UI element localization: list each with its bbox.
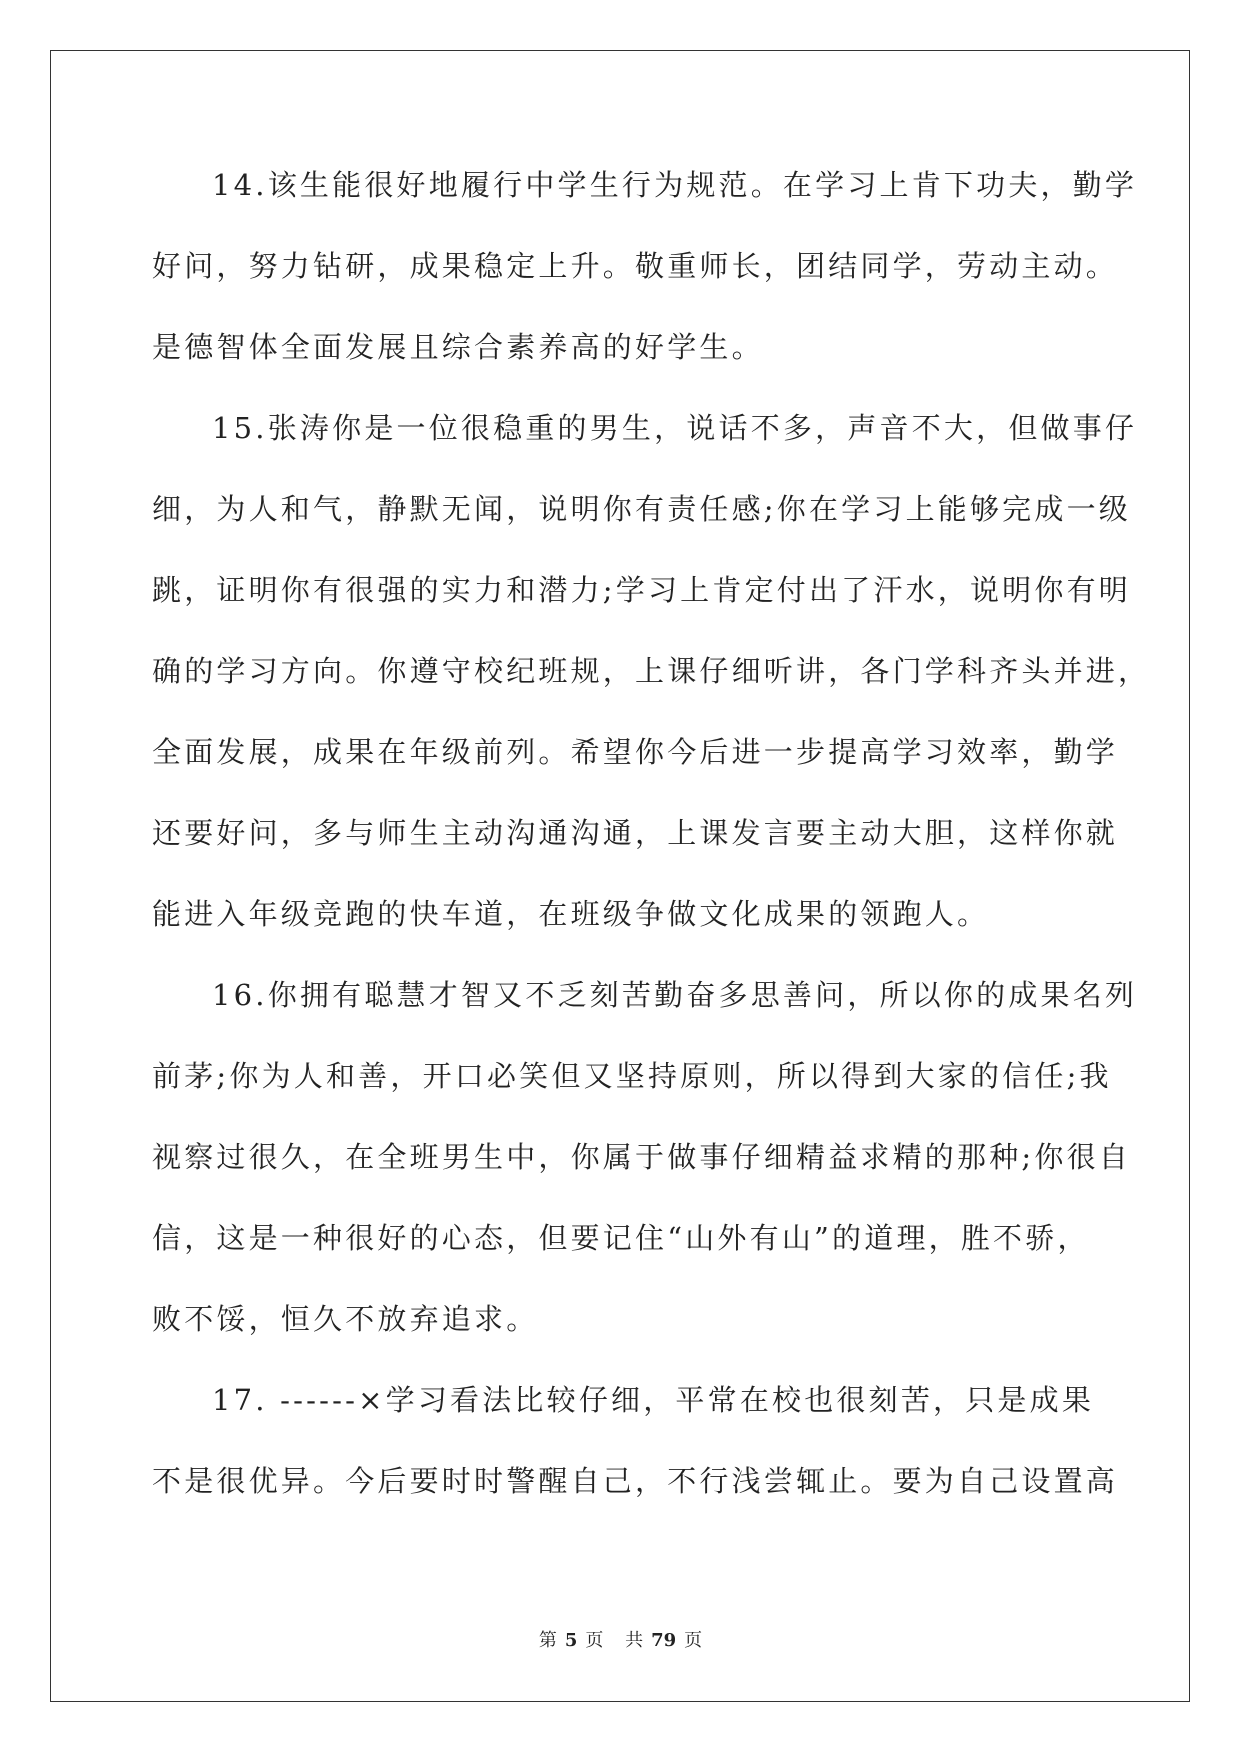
text-line: 信，这是一种很好的心态，但要记住“山外有山”的道理，胜不骄， bbox=[152, 1221, 1090, 1255]
text-line: 前茅;你为人和善，开口必笑但又坚持原则，所以得到大家的信任;我 bbox=[152, 1059, 1112, 1093]
text-line: 细，为人和气，静默无闻，说明你有责任感;你在学习上能够完成一级 bbox=[152, 492, 1131, 526]
footer-total-number: 79 bbox=[651, 1630, 677, 1651]
text-line: 跳，证明你有很强的实力和潜力;学习上肯定付出了汗水，说明你有明 bbox=[152, 573, 1131, 607]
footer-total-label bbox=[621, 1630, 706, 1651]
text-line: 败不馁，恒久不放弃追求。 bbox=[152, 1302, 539, 1336]
page-footer bbox=[0, 1626, 1241, 1652]
text-line: 不是很优异。今后要时时警醒自己，不行浅尝辄止。要为自己设置高 bbox=[152, 1464, 1119, 1498]
text-line: 16.你拥有聪慧才智又不乏刻苦勤奋多思善问，所以你的成果名列 bbox=[212, 978, 1138, 1012]
text-line: 17. ------×学习看法比较仔细，平常在校也很刻苦，只是成果 bbox=[212, 1383, 1095, 1417]
text-line: 是德智体全面发展且综合素养高的好学生。 bbox=[152, 330, 764, 364]
footer-total-prefix: 共 bbox=[625, 1630, 644, 1651]
text-line: 还要好问，多与师生主动沟通沟通，上课发言要主动大胆，这样你就 bbox=[152, 816, 1119, 850]
footer-page-label bbox=[535, 1630, 608, 1651]
text-line: 全面发展，成果在年级前列。希望你今后进一步提高学习效率，勤学 bbox=[152, 735, 1119, 769]
text-line: 确的学习方向。你遵守校纪班规，上课仔细听讲，各门学科齐头并进， bbox=[152, 654, 1151, 688]
footer-prefix: 第 bbox=[538, 1630, 557, 1651]
text-line: 能进入年级竞跑的快车道，在班级争做文化成果的领跑人。 bbox=[152, 897, 990, 931]
text-line: 14.该生能很好地履行中学生行为规范。在学习上肯下功夫，勤学 bbox=[212, 168, 1138, 202]
text-line: 好问，努力钻研，成果稳定上升。敬重师长，团结同学，劳动主动。 bbox=[152, 249, 1119, 283]
footer-page-unit: 页 bbox=[585, 1630, 604, 1651]
text-line: 视察过很久，在全班男生中，你属于做事仔细精益求精的那种;你很自 bbox=[152, 1140, 1131, 1174]
footer-page-number: 5 bbox=[564, 1630, 578, 1651]
footer-total-unit: 页 bbox=[684, 1630, 703, 1651]
document-body bbox=[152, 165, 1151, 1542]
text-line: 15.张涛你是一位很稳重的男生，说话不多，声音不大，但做事仔 bbox=[212, 411, 1138, 445]
